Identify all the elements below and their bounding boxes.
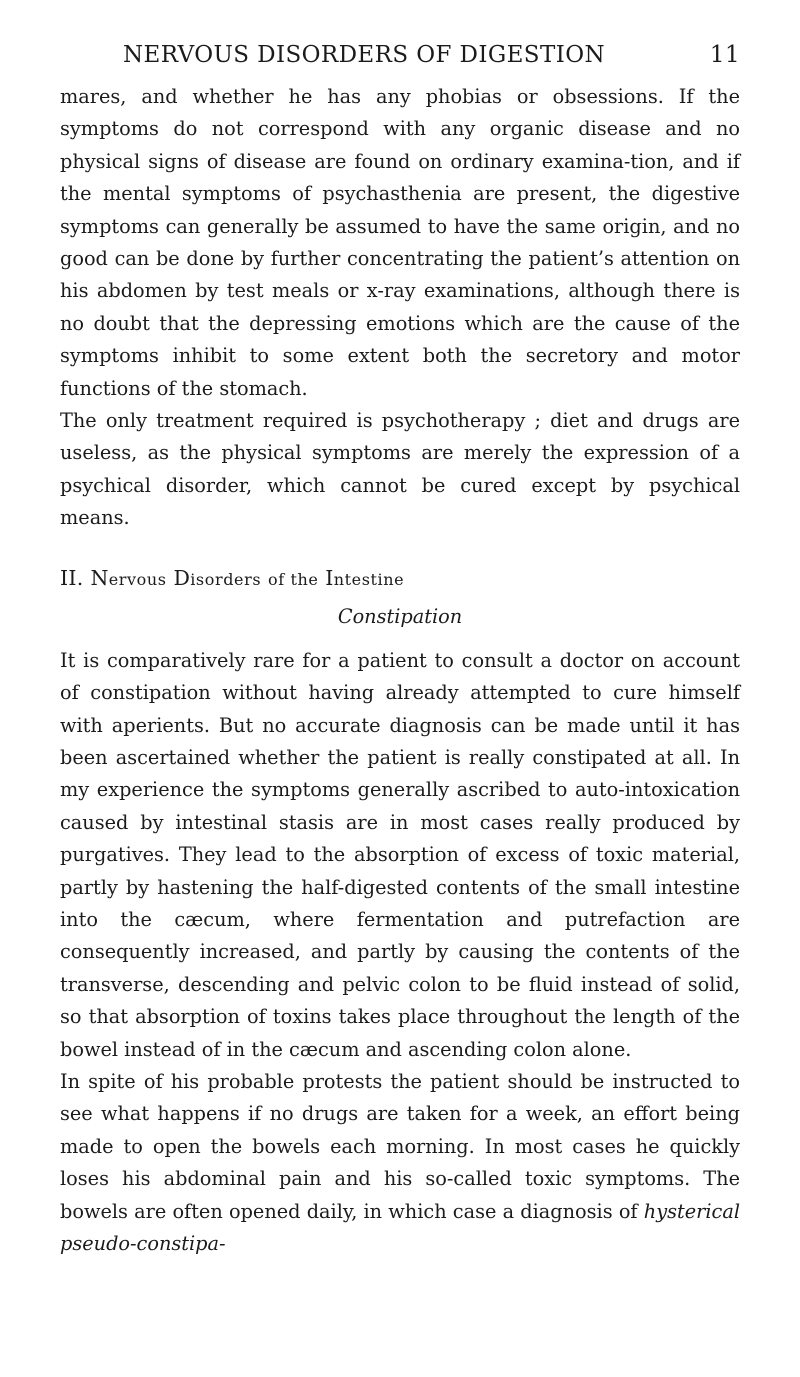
subsection-title: Constipation bbox=[337, 604, 463, 628]
italic-term: hysterical pseudo-constipa- bbox=[60, 1199, 740, 1255]
paragraph-4 bbox=[60, 1066, 740, 1260]
section-title: Nervous Disorders of the Intestine bbox=[90, 565, 405, 590]
running-title: NERVOUS DISORDERS OF DIGESTION bbox=[123, 42, 605, 68]
paragraph-2: The only treatment required is psychotherapy ; diet and drugs are useless, as the physical symptoms are merely the expression of a psychical disorder, which cannot be cured except by psychical means. bbox=[60, 409, 740, 530]
paragraph-3: It is comparatively rare for a patient to consult a doctor on account of constipation without having already attempted to cure himself with aperients. But no accurate diagnosis can be made until it has been ascertained whether the patient is really constipated at all. In my experience the symptoms generally ascribed to auto-intoxication caused by intestinal stasis are in most cases really produced by purgatives. They lead to the absorption of excess of toxic material, partly by hastening the half-digested contents of the small intestine into the cæcum, where fermentation and putrefaction are consequently increased, and partly by causing the contents of the transverse, descending and pelvic colon to be fluid instead of solid, so that absorption of toxins takes place throughout the length of the bowel instead of in the cæcum and ascending colon alone. bbox=[60, 648, 740, 1061]
page-number: 11 bbox=[709, 42, 740, 68]
paragraph-1: mares, and whether he has any phobias or obsessions. If the symptoms do not correspond with any organic disease and no physical signs of disease are found on ordinary examina-tion, and if the mental symptoms of psychasthenia are present, the digestive symptoms can generally be assumed to have the same origin, and no good can be done by further concentrating the patient’s attention on his abdomen by test meals or x-ray examinations, although there is no doubt that the depressing emotions which are the cause of the symptoms inhibit to some extent both the secretory and motor functions of the stomach. bbox=[60, 85, 740, 400]
running-head bbox=[60, 42, 740, 78]
paragraph-4-text: In spite of his probable protests the patient should be instructed to see what happens if no drugs are taken for a week, an effort being made to open the bowels each morning. In most cases he quickly loses his abdominal pain and his so-called toxic symptoms. The bowels are often opened daily, in which case a diagnosis of bbox=[60, 1069, 740, 1223]
book-page bbox=[60, 0, 740, 1377]
section-number: II. bbox=[60, 565, 84, 590]
section-heading bbox=[60, 558, 740, 598]
body-text bbox=[60, 81, 740, 1260]
